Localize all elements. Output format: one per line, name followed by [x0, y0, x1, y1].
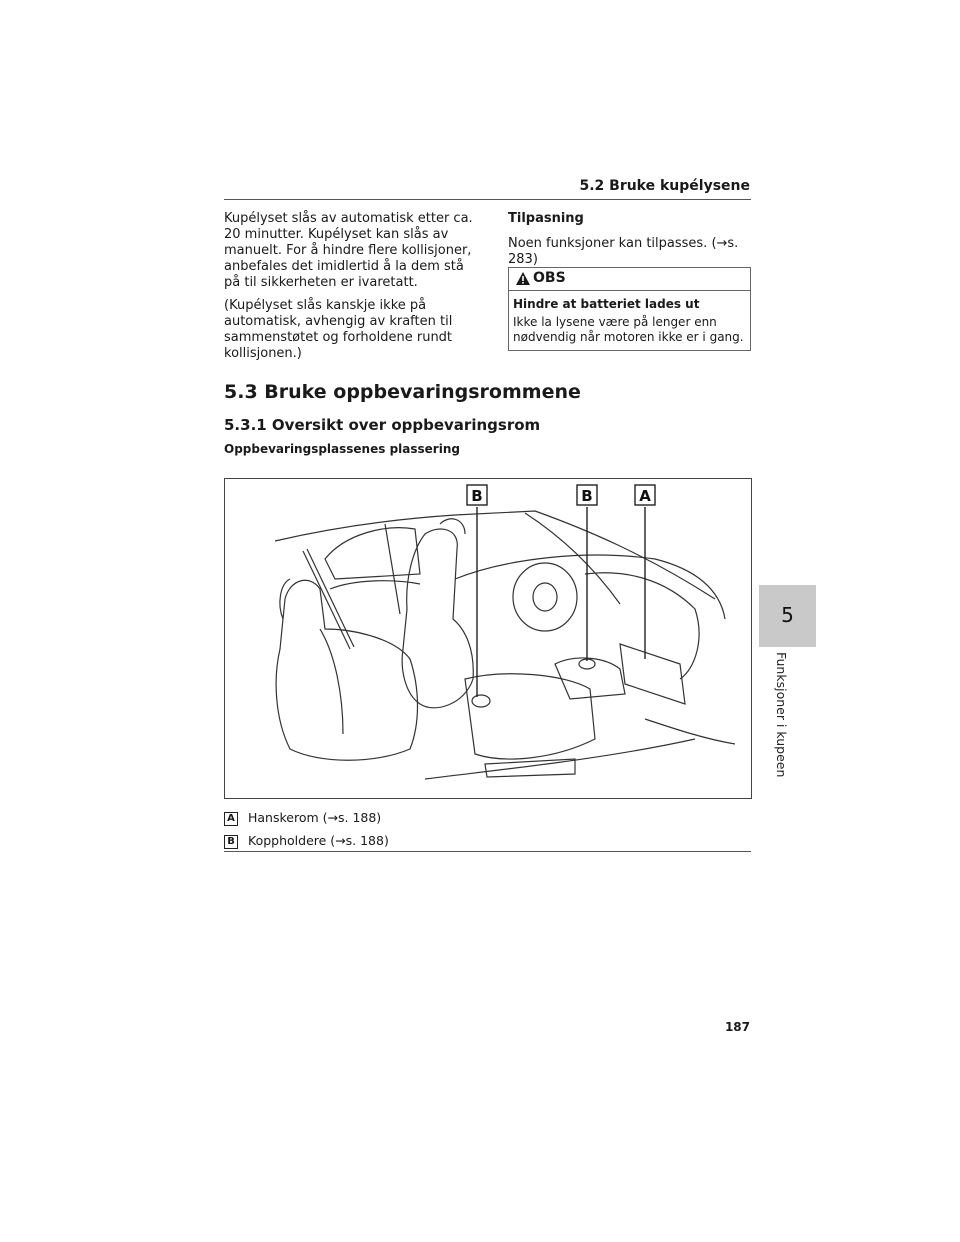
notice-label: OBS: [533, 270, 566, 286]
legend-key-b: B: [224, 835, 238, 849]
header-divider: [224, 199, 751, 200]
paragraph-auto-off: Kupélyset slås av automatisk etter ca. 20 minutter. Kupélyset kan slås av manuelt. For å hindre flere kollisjoner, anbefales det imidlertid å la dem stå på til sikkerheten er ivaretatt.: [224, 211, 473, 290]
legend-key-a: A: [224, 812, 238, 826]
subsection-title: 5.3.1 Oversikt over oppbevaringsrom: [224, 416, 541, 434]
page-number: 187: [724, 1020, 750, 1034]
callout-b-front: [577, 485, 597, 505]
legend-text-cupholders: Koppholdere (→s. 188): [248, 833, 389, 848]
car-interior-illustration: [225, 479, 751, 798]
chapter-title: Funksjoner i kupeen: [774, 652, 789, 778]
callout-a-label: A: [639, 487, 651, 505]
section-title: 5.3 Bruke oppbevaringsrommene: [224, 381, 581, 403]
legend-divider: [224, 851, 751, 852]
chapter-number: 5: [781, 603, 794, 627]
callout-b-rear: [467, 485, 487, 505]
figure-caption: Oppbevaringsplassenes plassering: [224, 442, 460, 456]
storage-locations-figure: [224, 478, 752, 799]
callout-b-rear-label: B: [471, 487, 483, 505]
legend-item-glovebox: [224, 810, 381, 826]
callout-a: [635, 485, 655, 505]
legend-item-cupholders: [224, 833, 389, 849]
customization-text: Noen funksjoner kan tilpasses. (→s. 283): [508, 236, 739, 267]
notice-text: Ikke la lysene være på lenger enn nødvendig når motoren ikke er i gang.: [513, 315, 744, 344]
chapter-tab: [759, 585, 816, 647]
section-header-title: 5.2 Bruke kupélysene: [579, 178, 750, 194]
notice-box: [508, 267, 751, 351]
customization-heading: Tilpasning: [508, 211, 584, 226]
notice-header: [509, 268, 750, 291]
paragraph-note: (Kupélyset slås kanskje ikke på automatisk, avhengig av kraften til sammenstøtet og forholdene rundt kollisjonen.): [224, 298, 453, 361]
callout-b-front-label: B: [581, 487, 593, 505]
warning-icon: [515, 271, 531, 287]
legend-text-glovebox: Hanskerom (→s. 188): [248, 810, 382, 825]
notice-subtitle: Hindre at batteriet lades ut: [513, 297, 700, 311]
